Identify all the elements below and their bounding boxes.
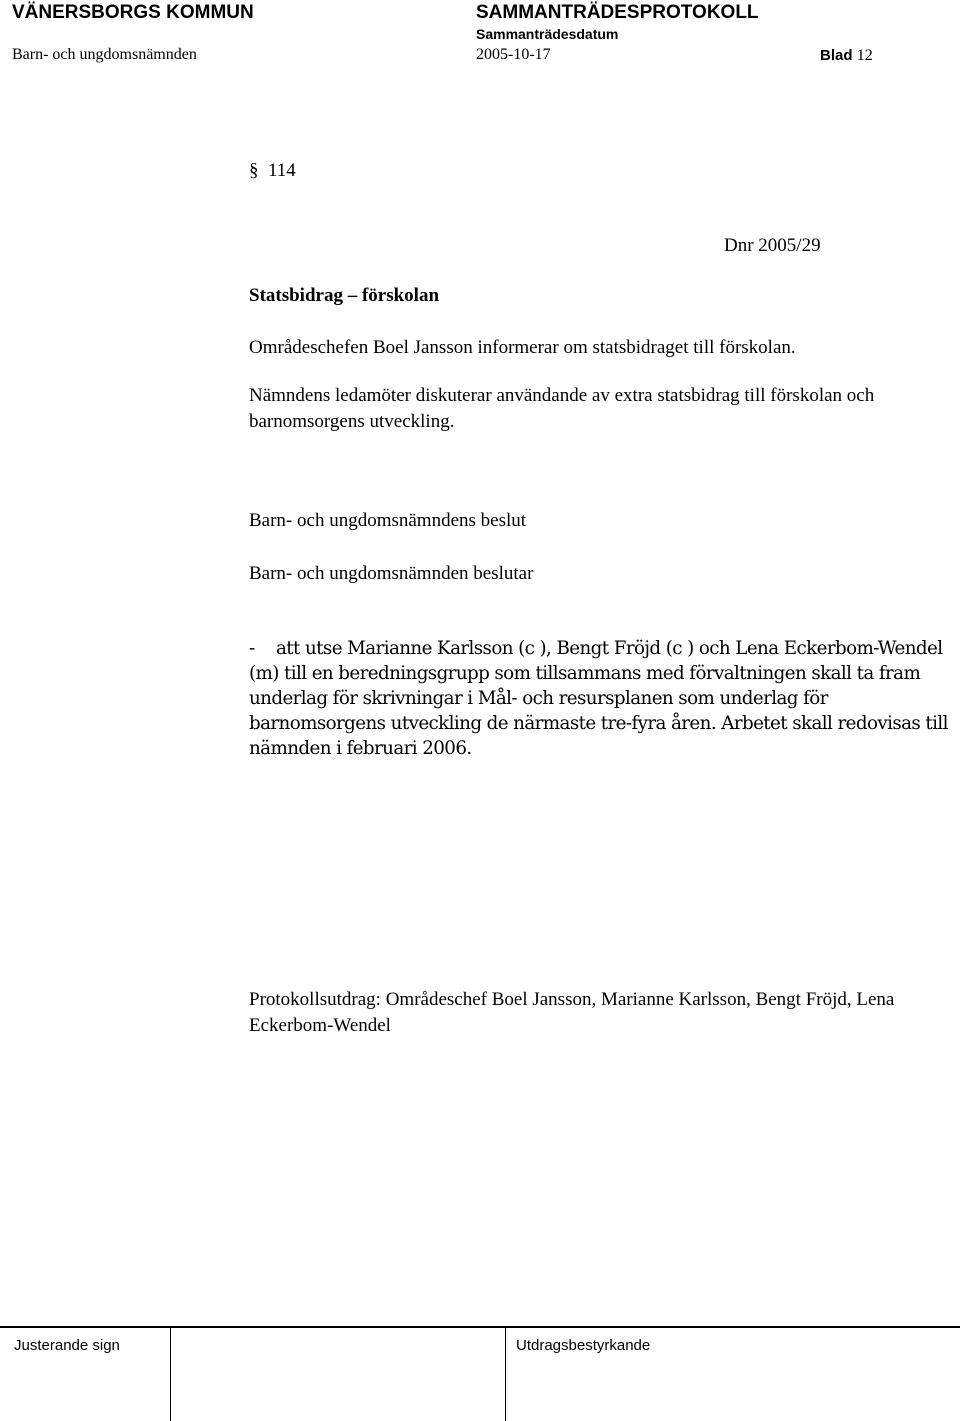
discussion-paragraph: Nämndens ledamöter diskuterar användande av extra statsbidrag till förskolan och barnomsorgens utveckling. — [249, 385, 875, 432]
decision-heading: Barn- och ungdomsnämndens beslut — [249, 510, 527, 531]
decision-intro: Barn- och ungdomsnämnden beslutar — [249, 563, 534, 584]
committee-name: Barn- och ungdomsnämnden — [12, 46, 197, 63]
extract-certification-label: Utdragsbestyrkande — [516, 1337, 651, 1354]
meeting-date: 2005-10-17 — [476, 46, 551, 63]
section-title: Statsbidrag – förskolan — [249, 285, 440, 306]
meeting-date-label: Sammanträdesdatum — [476, 26, 619, 42]
paragraph-number — [249, 160, 296, 182]
page-number: 12 — [856, 47, 873, 64]
decision-item-text: att utse Marianne Karlsson (c ), Bengt Fröjd (c ) och Lena Eckerbom-Wendel (m) till en beredningsgrupp som tillsammans med förvaltningen skall ta fram underlag för skrivningar i Mål- och resursplanen som underlag för barnomsorgens utveckling de närmaste tre-fyra åren. Arbetet skall redovisas till nämnden i februari 2006. — [249, 638, 948, 759]
footer-column-divider — [505, 1327, 506, 1421]
paragraph-number-value: 114 — [268, 160, 296, 181]
info-paragraph: Områdeschefen Boel Jansson informerar om statsbidraget till förskolan. — [249, 337, 796, 358]
adjusting-signature-label: Justerande sign — [14, 1337, 120, 1354]
document-type: SAMMANTRÄDESPROTOKOLL — [476, 2, 759, 23]
organization-name: VÄNERSBORGS KOMMUN — [12, 2, 254, 23]
page-label: Blad — [820, 47, 853, 64]
protocol-excerpt: Protokollsutdrag: Områdeschef Boel Jansson, Marianne Karlsson, Bengt Fröjd, Lena Eckerbom-Wendel — [249, 989, 895, 1036]
decision-item — [249, 636, 949, 761]
diary-number: Dnr 2005/29 — [724, 235, 821, 256]
page-indicator — [820, 47, 873, 65]
decision-dash: - — [249, 638, 255, 659]
footer-divider — [0, 1326, 960, 1328]
paragraph-symbol: § — [249, 160, 259, 181]
footer-column-divider — [170, 1327, 171, 1421]
